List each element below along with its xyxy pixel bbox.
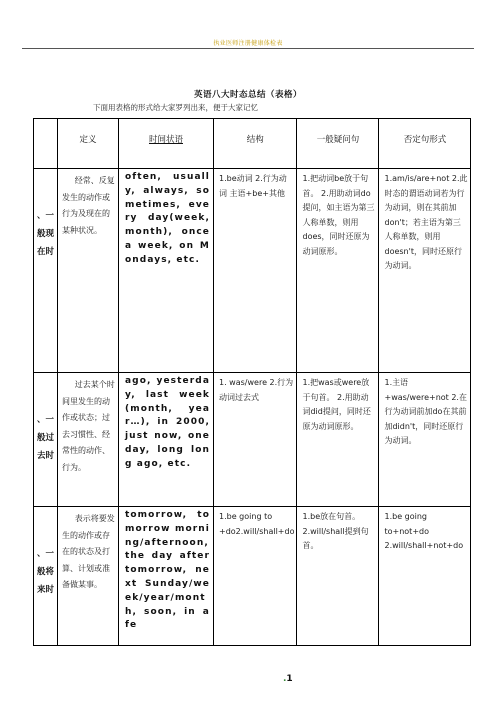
table-row [34,373,471,507]
negative-cell: 1.主语+was/were+not 2.在行为动词前加do在其前加didn't，同时还原行为动词。 [379,373,471,507]
header-time-adverbials: 时间状语 [119,119,214,169]
page-title: 英语八大时态总结（表格） [193,90,302,100]
header-definition: 定义 [58,119,119,169]
question-cell: 1.把动词be放于句首。 2.用助动词do提问，如主语为第三人称单数，则用does，同时还原为动词原形。 [297,169,379,373]
definition-cell: 表示将要发生的动作或存在的状态及打算、计划或准备做某事。 [58,507,119,646]
negative-cell: 1.am/is/are+not 2.此时态的谓语动词若为行为动词，则在其前加don't；若主语为第三人称单数，则用doesn't，同时还原行为动词。 [379,169,471,373]
structure-cell: 1. was/were 2.行为动词过去式 [214,373,297,507]
tense-name: 、一般将来时 [34,507,58,646]
header-divider [22,48,474,49]
definition-cell: 经常、反复发生的动作或行为及现在的某种状况。 [58,169,119,373]
header-question: 一般疑问句 [297,119,379,169]
table-header-row [34,119,471,169]
time-adverbial-cell: often, usually, always, sometimes, every day(week,month), once a week, on Mondays, etc. [119,169,214,373]
negative-cell: 1.be going to+not+do 2.will/shall+not+do [379,507,471,646]
page-number: .1 [283,674,293,684]
header-cell-empty [34,119,58,169]
header-negative: 否定句形式 [379,119,471,169]
structure-cell: 1.be going to +do2.will/shall+do [214,507,297,646]
question-cell: 1.把was或were放于句首。 2.用助动词did提问，同时还原为动词原形。 [297,373,379,507]
tense-name: 、一般过去时 [34,373,58,507]
table-row [34,507,471,646]
definition-cell: 过去某个时间里发生的动作或状态；过去习惯性、经常性的动作、行为。 [58,373,119,507]
tense-name: 、一般现在时 [34,169,58,373]
header-structure: 结构 [214,119,297,169]
table-row [34,169,471,373]
time-adverbial-cell: tomorrow, tomorrow morning/afternoon, the day after tomorrow, next Sunday/week/year/month, soon, in a fe [119,507,214,646]
page-subtitle: 下面用表格的形式给大家罗列出来，便于大家记忆 [93,103,258,112]
time-adverbial-cell: ago, yesterday, last week(month, year…), in 2000, just now, one day, long long ago, etc. [119,373,214,507]
tense-table [33,118,471,646]
page-header: 执业医师注册健康体检表 [213,40,283,47]
question-cell: 1.be放在句首。 2.will/shall提到句首。 [297,507,379,646]
structure-cell: 1.be动词 2.行为动词 主语+be+其他 [214,169,297,373]
